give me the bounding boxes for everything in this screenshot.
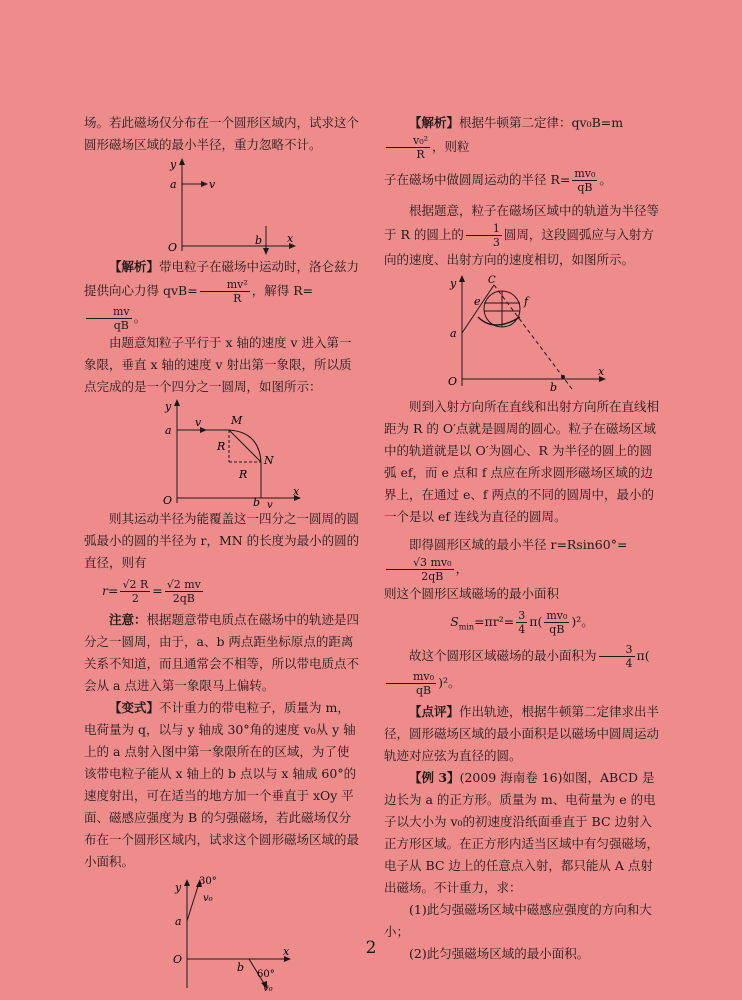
fig1-b-label: b: [255, 234, 263, 247]
svg-text:R: R: [239, 468, 248, 481]
right-min-area-intro: 则这个圆形区域磁场的最小面积: [384, 586, 560, 601]
svg-text:O: O: [448, 375, 458, 388]
svg-text:60°: 60°: [257, 969, 275, 980]
svg-text:a: a: [450, 327, 457, 340]
variant-problem: 【变式】不计重力的带电粒子，质量为 m，电荷量为 q，以与 y 轴成 30°角的速度 v₀从 y 轴上的 a 点射入图中第一象限所在的区域，为了使该带电粒子能从 x 轴上的 b 点以与 x 轴成 60°的速度射出，可在适当的地方加一个垂直于 xOy 平面、磁感应强度为 B 的匀强磁场，若此磁场仅分布在一个圆形区域内，试求这个圆形磁场区域的最小面积。: [84, 700, 360, 869]
right-formula-min-area: $S_{min}=\pi r^2=$ $\frac{3}{4}$ π( $\frac{\text{mv₀}}{qB}$ )²。: [450, 609, 594, 636]
figure-quadrant-entry-exit: [142, 156, 302, 256]
page-number: 2: [365, 938, 377, 958]
right-solution-2: 子在磁场中做圆周运动的半径 R= $\frac{\text{mv₀}}{qB}$ 。: [384, 167, 612, 194]
right-solution-3: 根据题意，粒子在磁场区域中的轨道为半径等于 R 的圆上的 $\frac{1}{3}$ 圆周，这段圆弧应与入射方向的速度、出射方向的速度相切，如图所示。: [384, 203, 660, 267]
svg-text:M: M: [231, 414, 243, 427]
svg-text:b: b: [237, 961, 245, 974]
svg-text:v₀: v₀: [263, 983, 273, 993]
review-paragraph: 【点评】作出轨迹，根据牛顿第二定律求出半径，圆形磁场区域的最小面积是以磁场中圆周运动轨迹对应弦为直径的圆。: [384, 703, 660, 763]
svg-text:a: a: [165, 424, 172, 437]
fig1-v-label: v: [209, 178, 216, 191]
solution-paragraph-2: 由题意知粒子平行于 x 轴的速度 v 进入第一象限，垂直 x 轴的速度 v 射出第一象限，所以质点完成的是一个四分之一圆周，如图所示：: [84, 335, 352, 394]
svg-text:y: y: [175, 881, 182, 894]
svg-text:O: O: [173, 953, 183, 966]
right-solution-4: 则到入射方向所在直线和出射方向所在直线相距为 R 的 O′点就是圆周的圆心。粒子在磁场区域中的轨道就是以 O′为圆心、R 为半径的圆上的圆弧 ef，而 e 点和 f 点应在所求圆形磁场区域的边界上，在通过 e、f 两点的不同的圆周中，最小的一个是以 ef 连线为直径的圆周。: [384, 399, 660, 524]
svg-text:b: b: [550, 381, 558, 394]
example-3-question-2: (2)此匀强磁场区域的最小面积。: [409, 945, 590, 961]
svg-text:v₀: v₀: [203, 893, 213, 904]
svg-text:O: O: [163, 494, 173, 507]
svg-text:N: N: [264, 454, 274, 467]
solution-paragraph-3: 则其运动半径为能覆盖这一四分之一圆周的圆弧最小的圆的半径为 r，MN 的长度为最小的圆的直径，则有: [84, 511, 360, 570]
svg-text:y: y: [450, 277, 457, 290]
solution-tag: 【解析】: [109, 259, 160, 274]
figure-angled-entry: [147, 873, 297, 993]
problem-text-continued: 场。若此磁场仅分布在一个圆形区域内，试求这个圆形磁场区域的最小半径，重力忽略不计。: [84, 115, 360, 152]
svg-text:30°: 30°: [199, 876, 217, 887]
right-conclusion: 故这个圆形区域磁场的最小面积为 $\frac{3}{4}$ π( $\frac{\text{mv₀}}{qB}$ )²。: [384, 643, 660, 697]
fig1-origin-label: O: [168, 241, 178, 254]
fig1-a-label: a: [170, 178, 177, 191]
svg-text:v: v: [195, 416, 202, 429]
example-3-paragraph: 【例 3】(2009 海南卷 16)如图，ABCD 是边长为 a 的正方形。质量为 m、电荷量为 e 的电子以大小为 v₀的初速度沿纸面垂直于 BC 边射入正方形区域。在正方形内适当区域中有匀强磁场，电子从 BC 边上的任意点入射，都只能从 A 点射出磁场。不计重力，求：: [384, 769, 660, 895]
note-tag: 注意：: [109, 612, 147, 627]
svg-text:f: f: [524, 295, 529, 308]
note-paragraph: 注意：根据题意带电质点在磁场中的轨迹是四分之一圆周，由于，a、b 两点距坐标原点的距离关系不知道，而且通常会不相等，所以带电质点不会从 a 点进入第一象限马上偏转。: [84, 612, 360, 693]
left-column: [84, 112, 360, 993]
svg-text:C: C: [488, 275, 496, 286]
variant-tag: 【变式】: [109, 700, 160, 715]
svg-text:b: b: [253, 496, 261, 508]
svg-text:x: x: [283, 945, 290, 958]
svg-text:e: e: [474, 295, 481, 308]
svg-text:a: a: [175, 915, 182, 928]
svg-text:R: R: [217, 440, 226, 453]
right-solution-1: 【解析】根据牛顿第二定律：qv₀B=m $\frac{\text{v₀²}}{R}$ ，则粒: [384, 112, 660, 161]
right-formula-min-radius: 即得圆形区域的最小半径 r=Rsin60°= $\frac{\text{√3 mv₀}}{2qB}$ ，: [384, 534, 660, 583]
formula-radius: r= $\frac{√2 R}{2}$ = $\frac{√2 mv}{2qB}$: [102, 578, 201, 605]
fig1-x-label: x: [287, 232, 294, 245]
svg-text:y: y: [165, 400, 172, 413]
svg-text:v: v: [267, 500, 273, 508]
figure-min-circle: [432, 271, 612, 396]
svg-text:x: x: [293, 485, 300, 498]
solution-paragraph-1: 【解析】带电粒子在磁场中运动时，洛仑兹力提供向心力得 qvB= $\frac{\text{mv²}}{R}$ ，解得 R= $\frac{mv}{qB}$ 。: [84, 259, 360, 332]
figure-quarter-circle: [137, 398, 307, 508]
svg-text:x: x: [598, 365, 605, 378]
fig1-y-label: y: [170, 158, 177, 171]
example-3-question-1: (1)此匀强磁场区域中磁感应强度的方向和大小；: [384, 901, 652, 939]
right-column: [384, 112, 660, 965]
